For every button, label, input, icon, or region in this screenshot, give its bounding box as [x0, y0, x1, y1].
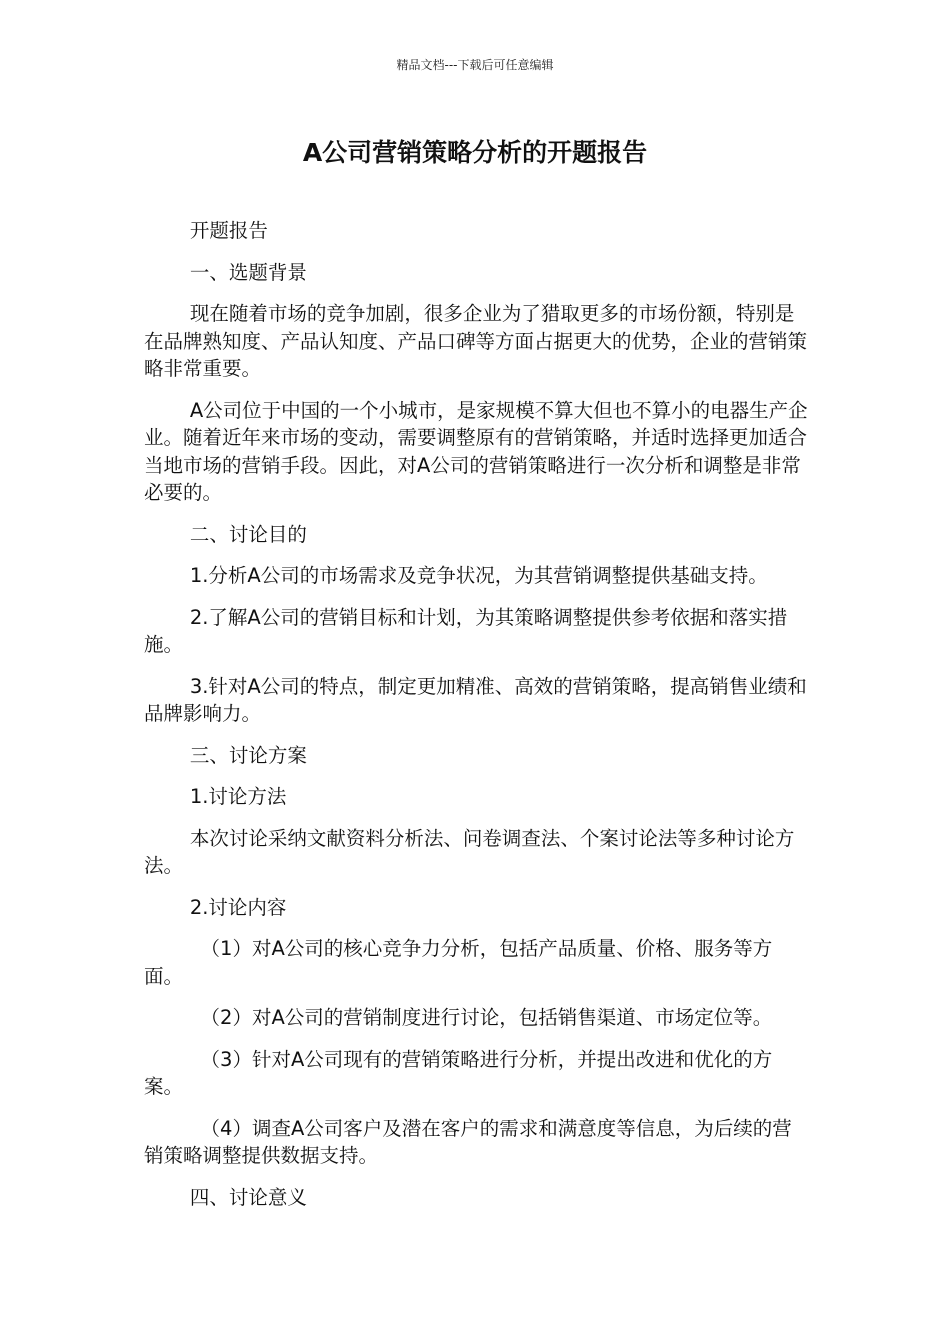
paragraph-background-2: A公司位于中国的一个小城市，是家规模不算大但也不算小的电器生产企业。随着近年来市场的变动，需要调整原有的营销策略，并适时选择更加适合当地市场的营销手段。因此，对A公司的营销策略进行一次分析和调整是非常必要的。 — [144, 398, 808, 504]
subheading-content: 2.讨论内容 — [189, 895, 287, 919]
content-item-4: （4）调查A公司客户及潜在客户的需求和满意度等信息，为后续的营销策略调整提供数据支持。 — [144, 1116, 792, 1167]
purpose-item-2: 2.了解A公司的营销目标和计划，为其策略调整提供参考依据和落实措施。 — [144, 605, 788, 656]
subheading-method: 1.讨论方法 — [189, 785, 287, 808]
content-item-1: （1）对A公司的核心竞争力分析，包括产品质量、价格、服务等方面。 — [144, 937, 773, 988]
section-heading-significance: 四、讨论意义 — [189, 1185, 307, 1209]
purpose-item-3: 3.针对A公司的特点，制定更加精准、高效的营销策略，提高销售业绩和品牌影响力。 — [144, 674, 807, 725]
content-item-2: （2）对A公司的营销制度进行讨论，包括销售渠道、市场定位等。 — [200, 1006, 773, 1029]
document-body — [144, 217, 808, 1211]
section-heading-background: 一、选题背景 — [189, 260, 307, 284]
section-heading-plan: 三、讨论方案 — [189, 743, 307, 767]
paragraph-method: 本次讨论采纳文献资料分析法、问卷调查法、个案讨论法等多种讨论方法。 — [144, 826, 795, 877]
paragraph-background-1: 现在随着市场的竞争加剧，很多企业为了猎取更多的市场份额，特别是在品牌熟知度、产品认知度、产品口碑等方面占据更大的优势，企业的营销策略非常重要。 — [144, 302, 808, 380]
document-title: A公司营销策略分析的开题报告 — [302, 138, 648, 167]
section-heading-purpose: 二、讨论目的 — [189, 522, 307, 546]
purpose-item-1: 1.分析A公司的市场需求及竞争状况，为其营销调整提供基础支持。 — [189, 564, 768, 587]
page-header-note: 精品文档---下载后可任意编辑 — [396, 58, 554, 72]
section-label-report: 开题报告 — [189, 219, 268, 242]
content-item-3: （3）针对A公司现有的营销策略进行分析，并提出改进和优化的方案。 — [144, 1047, 773, 1098]
